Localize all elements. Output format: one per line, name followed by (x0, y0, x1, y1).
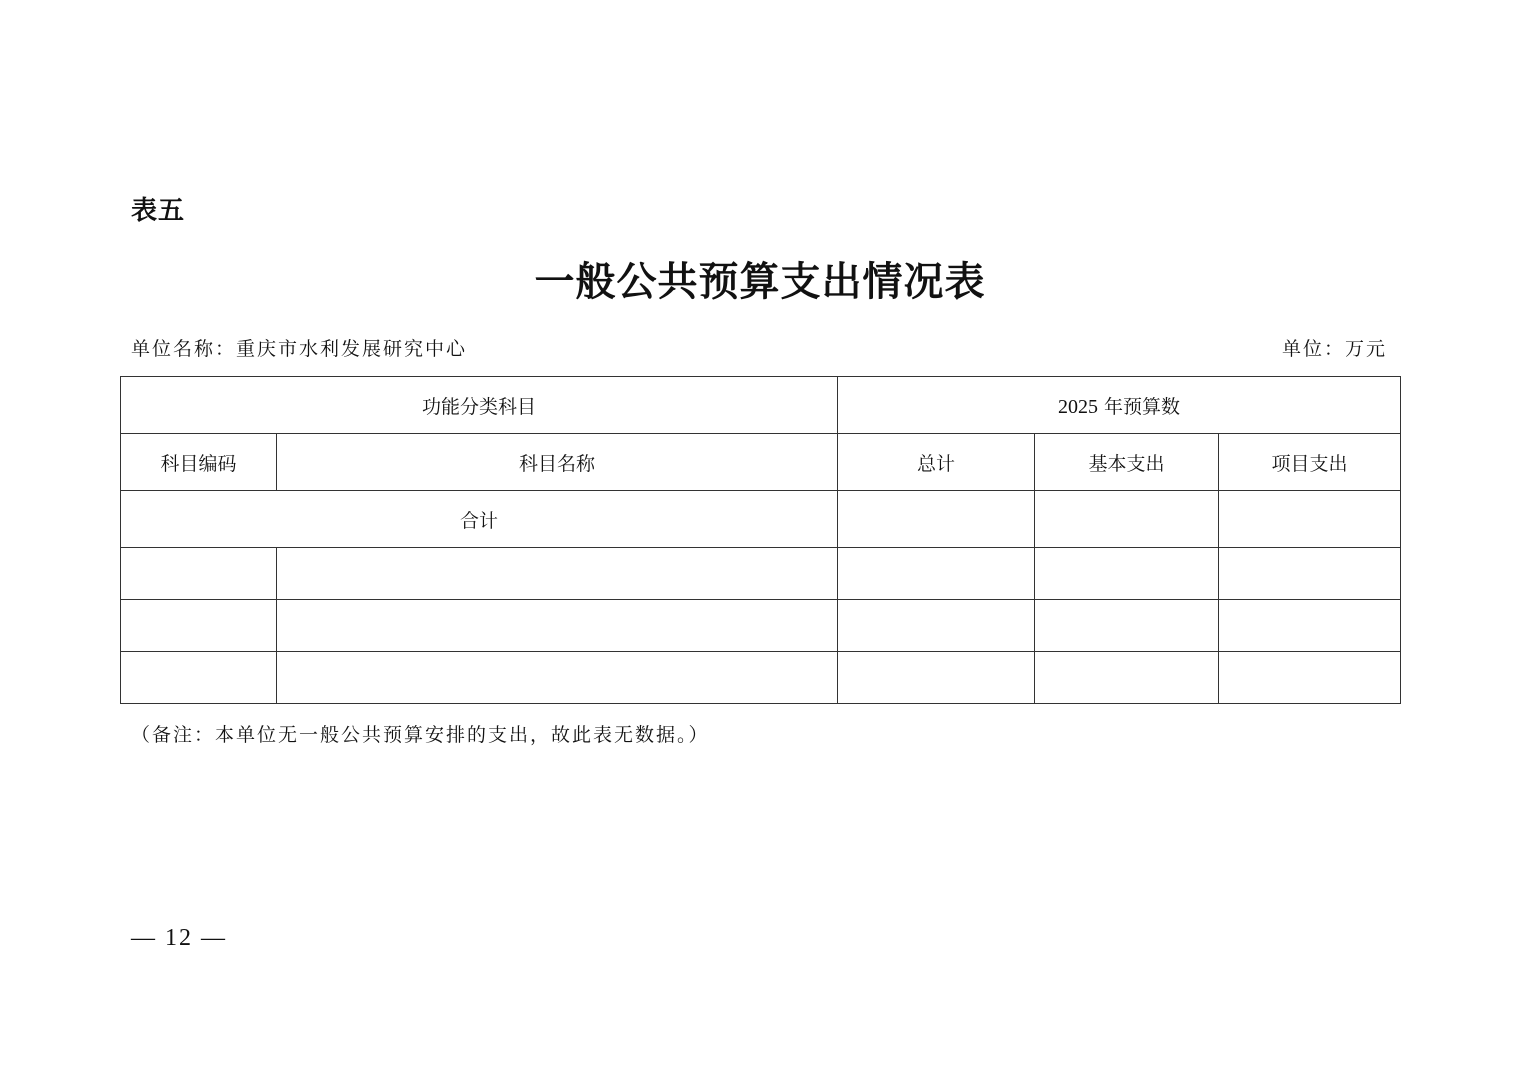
table-cell (121, 652, 277, 704)
document-title: 一般公共预算支出情况表 (534, 258, 986, 305)
header-functional-category: 功能分类科目 (121, 377, 838, 434)
table-cell (1219, 652, 1401, 704)
col-header-basic: 基本支出 (1035, 434, 1219, 491)
header-year-number: 2025 (1057, 395, 1098, 418)
total-cell (838, 491, 1035, 548)
col-header-name: 科目名称 (277, 434, 838, 491)
table-row (121, 600, 1401, 652)
total-cell (1035, 491, 1219, 548)
col-header-total: 总计 (838, 434, 1035, 491)
table-cell (838, 548, 1035, 600)
table-cell (121, 548, 277, 600)
table-cell (277, 548, 838, 600)
table-cell (277, 652, 838, 704)
header-row-2 (121, 434, 1401, 491)
table-row (121, 548, 1401, 600)
table-cell (121, 600, 277, 652)
page-number: — 12 — (131, 925, 227, 951)
total-row (121, 491, 1401, 548)
table-row (121, 652, 1401, 704)
col-header-project: 项目支出 (1219, 434, 1401, 491)
table-cell (1035, 600, 1219, 652)
table-cell (1219, 548, 1401, 600)
table-cell (1035, 548, 1219, 600)
col-header-code: 科目编码 (121, 434, 277, 491)
remark-note: （备注：本单位无一般公共预算安排的支出，故此表无数据。） (131, 724, 710, 746)
header-year-label: 年预算数 (1097, 395, 1181, 418)
table-cell (1035, 652, 1219, 704)
table-label: 表五 (131, 196, 186, 226)
header-row-1 (121, 377, 1401, 434)
table-cell (838, 600, 1035, 652)
table-cell (277, 600, 838, 652)
total-cell (1219, 491, 1401, 548)
header-budget-year (838, 377, 1401, 434)
unit-name: 单位名称：重庆市水利发展研究中心 (131, 338, 468, 360)
budget-table (120, 376, 1401, 704)
unit-currency: 单位：万元 (1281, 338, 1387, 360)
table-cell (838, 652, 1035, 704)
total-label: 合计 (121, 491, 838, 548)
table-cell (1219, 600, 1401, 652)
